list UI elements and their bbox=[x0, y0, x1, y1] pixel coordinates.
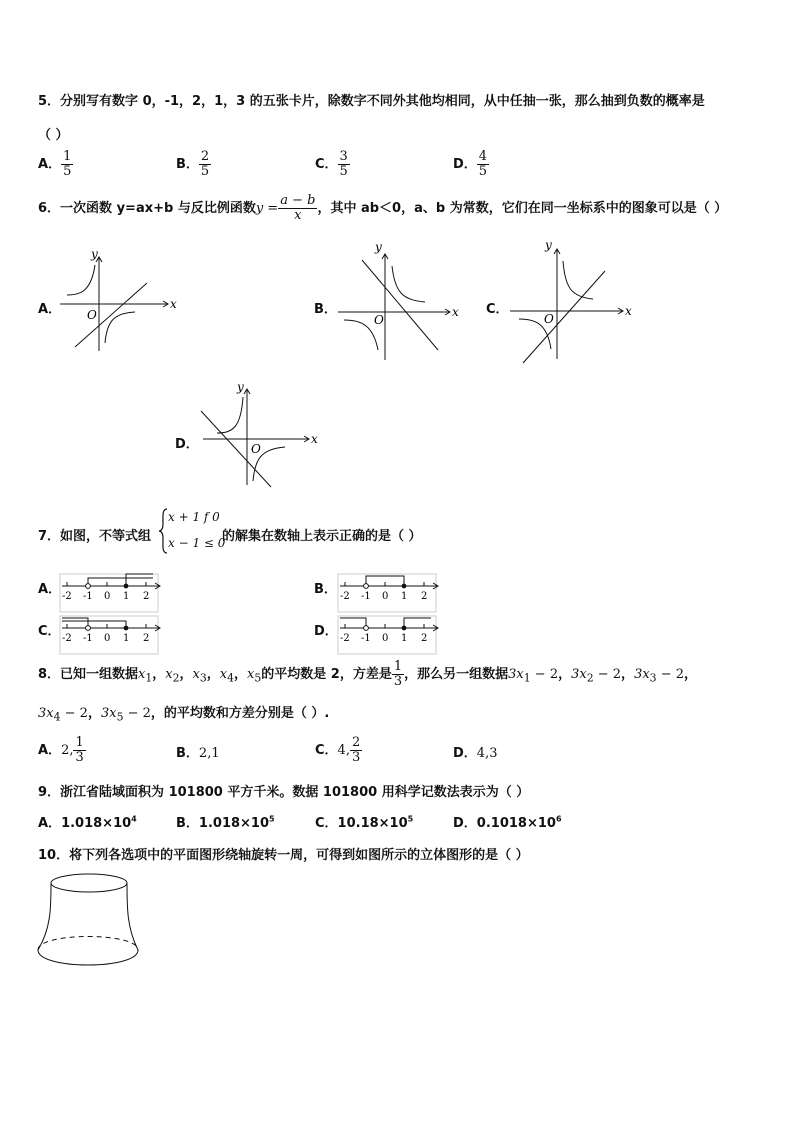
option-label: B． bbox=[176, 816, 199, 831]
y-axis-label: y bbox=[375, 240, 382, 254]
q8-stem-line2: $3x_4 - 2$，$3x_5 - 2$，的平均数和方差分别是（ ）. bbox=[38, 706, 330, 724]
tick-label: -2 bbox=[62, 633, 72, 644]
frac-den: 5 bbox=[63, 164, 72, 179]
option-label: B． bbox=[176, 157, 199, 172]
q7-numberline-a bbox=[58, 570, 168, 614]
q7-numberline-d bbox=[336, 612, 446, 656]
option-label: D． bbox=[453, 746, 477, 761]
q6-y-eq: y = bbox=[255, 201, 279, 216]
tick-label: -1 bbox=[361, 591, 371, 602]
q6-option-c[interactable]: C． bbox=[486, 302, 509, 317]
q7-ineq-2: x − 1 ≤ 0 bbox=[168, 536, 226, 550]
tick-label: 2 bbox=[421, 591, 428, 602]
q9-option-c[interactable] bbox=[315, 812, 413, 831]
q7-brace bbox=[158, 508, 168, 554]
var-x1: $x_1$ bbox=[138, 667, 153, 685]
expr-4: $3x_4 - 2$ bbox=[38, 706, 88, 724]
q5-option-b[interactable] bbox=[176, 150, 211, 179]
q6-graph-c bbox=[505, 237, 635, 365]
q5-option-d[interactable] bbox=[453, 150, 489, 179]
frac-den: 5 bbox=[339, 164, 348, 179]
tick-label: -2 bbox=[62, 591, 72, 602]
frac-num: 3 bbox=[339, 149, 348, 164]
var-x3: $x_3$ bbox=[192, 667, 207, 685]
tick-label: -1 bbox=[83, 633, 93, 644]
x-axis-label: x bbox=[311, 432, 318, 446]
tick-label: 0 bbox=[382, 591, 389, 602]
tick-label: 1 bbox=[123, 633, 130, 644]
q7-option-d[interactable]: D． bbox=[314, 624, 338, 639]
option-base: 0.1018×10 bbox=[476, 816, 556, 831]
q7-option-b[interactable]: B． bbox=[314, 582, 337, 597]
q10-stem: 10．将下列各选项中的平面图形绕轴旋转一周，可得到如图所示的立体图形的是（ ） bbox=[38, 848, 529, 863]
option-text: 2, bbox=[61, 743, 74, 758]
tick-label: -2 bbox=[340, 633, 350, 644]
option-exp: 4 bbox=[131, 814, 137, 824]
q6-post: ，其中 ab＜0，a、b 为常数，它们在同一坐标系中的图象可以是（ ） bbox=[317, 201, 728, 216]
frac-den: 5 bbox=[200, 164, 210, 179]
expr-1: $3x_1 - 2$ bbox=[508, 667, 559, 685]
q6-graph-a bbox=[55, 243, 185, 355]
q6-graph-b bbox=[330, 238, 470, 363]
x-axis-label: x bbox=[625, 304, 632, 318]
q5-option-a[interactable] bbox=[38, 150, 73, 179]
q8-mid2: ，那么另一组数据 bbox=[404, 667, 509, 682]
q8-option-b[interactable] bbox=[176, 742, 220, 761]
q7-option-c[interactable]: C． bbox=[38, 624, 61, 639]
q9-option-d[interactable] bbox=[453, 812, 562, 831]
q6-option-d[interactable]: D． bbox=[175, 437, 199, 452]
option-label: D． bbox=[453, 157, 477, 172]
q8-stem-line1: 8．已知一组数据$x_1$，$x_2$，$x_3$，$x_4$，$x_5$的平均数是 2，方差是 $\frac{1}{3}$ ，那么另一组数据$3x_1 - 2$，$3x_2 - 2$，$3x_3 - 2$， bbox=[38, 659, 698, 689]
option-exp: 5 bbox=[269, 814, 275, 824]
tick-label: 1 bbox=[123, 591, 130, 602]
q8-option-c[interactable] bbox=[315, 736, 362, 765]
option-base: 10.18×10 bbox=[337, 816, 408, 831]
option-label: B． bbox=[176, 746, 199, 761]
origin-label: O bbox=[87, 308, 97, 322]
tick-label: 2 bbox=[143, 591, 150, 602]
frac-den: 5 bbox=[478, 164, 488, 179]
option-label: C． bbox=[315, 743, 338, 758]
q8-post: 的平均数和方差分别是（ ）. bbox=[163, 706, 330, 721]
q6-stem bbox=[38, 194, 727, 223]
q9-option-b[interactable] bbox=[176, 812, 275, 831]
frac-num: 1 bbox=[63, 149, 72, 164]
frac-num: 2 bbox=[200, 149, 210, 164]
option-label: A． bbox=[38, 157, 62, 172]
option-exp: 6 bbox=[555, 814, 562, 824]
y-axis-label: y bbox=[237, 380, 244, 394]
q8-option-d[interactable] bbox=[453, 742, 497, 761]
option-label: A． bbox=[38, 743, 62, 758]
q5-paren: （ ） bbox=[38, 128, 69, 143]
q7-numberline-c bbox=[58, 612, 168, 656]
expr-5: $3x_5 - 2$ bbox=[100, 706, 151, 724]
q8-pre: 8．已知一组数据 bbox=[38, 667, 139, 682]
expr-3: $3x_3 - 2$ bbox=[634, 667, 684, 685]
x-axis-label: x bbox=[170, 297, 177, 311]
option-label: C． bbox=[315, 157, 338, 172]
q8-mid1: 的平均数是 2，方差是 bbox=[261, 667, 392, 682]
q7-numberline-b bbox=[336, 570, 446, 614]
origin-label: O bbox=[251, 442, 261, 456]
tick-label: 1 bbox=[401, 633, 408, 644]
q7-ineq-1: x + 1 f 0 bbox=[168, 510, 220, 524]
option-label: A． bbox=[38, 816, 62, 831]
q8-option-a[interactable] bbox=[38, 736, 86, 765]
option-text: 4, bbox=[337, 743, 350, 758]
tick-label: -2 bbox=[340, 591, 350, 602]
q10-solid-figure bbox=[34, 868, 144, 978]
option-label: C． bbox=[315, 816, 338, 831]
frac-num: 2 bbox=[351, 735, 361, 750]
option-text: 2,1 bbox=[198, 746, 220, 761]
q6-graph-d bbox=[195, 377, 325, 492]
frac-den: x bbox=[294, 208, 302, 223]
y-axis-label: y bbox=[91, 247, 98, 261]
y-axis-label: y bbox=[545, 238, 552, 252]
tick-label: 2 bbox=[421, 633, 428, 644]
var-x2: $x_2$ bbox=[165, 667, 180, 685]
tick-label: 0 bbox=[104, 633, 111, 644]
tick-label: 2 bbox=[143, 633, 150, 644]
origin-label: O bbox=[544, 312, 554, 326]
frac-den: 3 bbox=[75, 750, 84, 765]
q5-option-c[interactable] bbox=[315, 150, 350, 179]
frac-num: 1 bbox=[75, 735, 84, 750]
option-label: D． bbox=[453, 816, 477, 831]
q7-post: 的解集在数轴上表示正确的是（ ） bbox=[222, 529, 422, 544]
tick-label: -1 bbox=[361, 633, 371, 644]
q9-option-a[interactable] bbox=[38, 812, 137, 831]
frac-num: a − b bbox=[280, 193, 316, 208]
var-x5: $x_5$ bbox=[247, 667, 262, 685]
q7-option-a[interactable]: A． bbox=[38, 582, 62, 597]
q5-stem: 5．分别写有数字 0，-1，2，1，3 的五张卡片，除数字不同外其他均相同，从中任抽一张，那么抽到负数的概率是 bbox=[38, 94, 705, 109]
option-exp: 5 bbox=[407, 814, 414, 824]
frac-num: 4 bbox=[478, 149, 488, 164]
origin-label: O bbox=[374, 313, 384, 327]
tick-label: 1 bbox=[401, 591, 408, 602]
x-axis-label: x bbox=[452, 305, 459, 319]
option-base: 1.018×10 bbox=[61, 816, 132, 831]
q7-stem: 7．如图，不等式组 bbox=[38, 529, 152, 544]
option-base: 1.018×10 bbox=[198, 816, 270, 831]
var-x4: $x_4$ bbox=[219, 667, 235, 685]
tick-label: -1 bbox=[83, 591, 93, 602]
option-text: 4,3 bbox=[476, 746, 498, 761]
q6-pre: 6．一次函数 y=ax+b 与反比例函数 bbox=[38, 201, 256, 216]
tick-label: 0 bbox=[104, 591, 111, 602]
q6-option-a[interactable]: A． bbox=[38, 302, 62, 317]
q6-option-b[interactable]: B． bbox=[314, 302, 337, 317]
frac-num: 1 bbox=[393, 659, 403, 674]
tick-label: 0 bbox=[382, 633, 389, 644]
q9-stem: 9．浙江省陆域面积为 101800 平方千米。数据 101800 用科学记数法表示为（ ） bbox=[38, 785, 530, 800]
frac-den: 3 bbox=[393, 674, 403, 689]
frac-den: 3 bbox=[351, 750, 361, 765]
expr-2: $3x_2 - 2$ bbox=[571, 667, 622, 685]
